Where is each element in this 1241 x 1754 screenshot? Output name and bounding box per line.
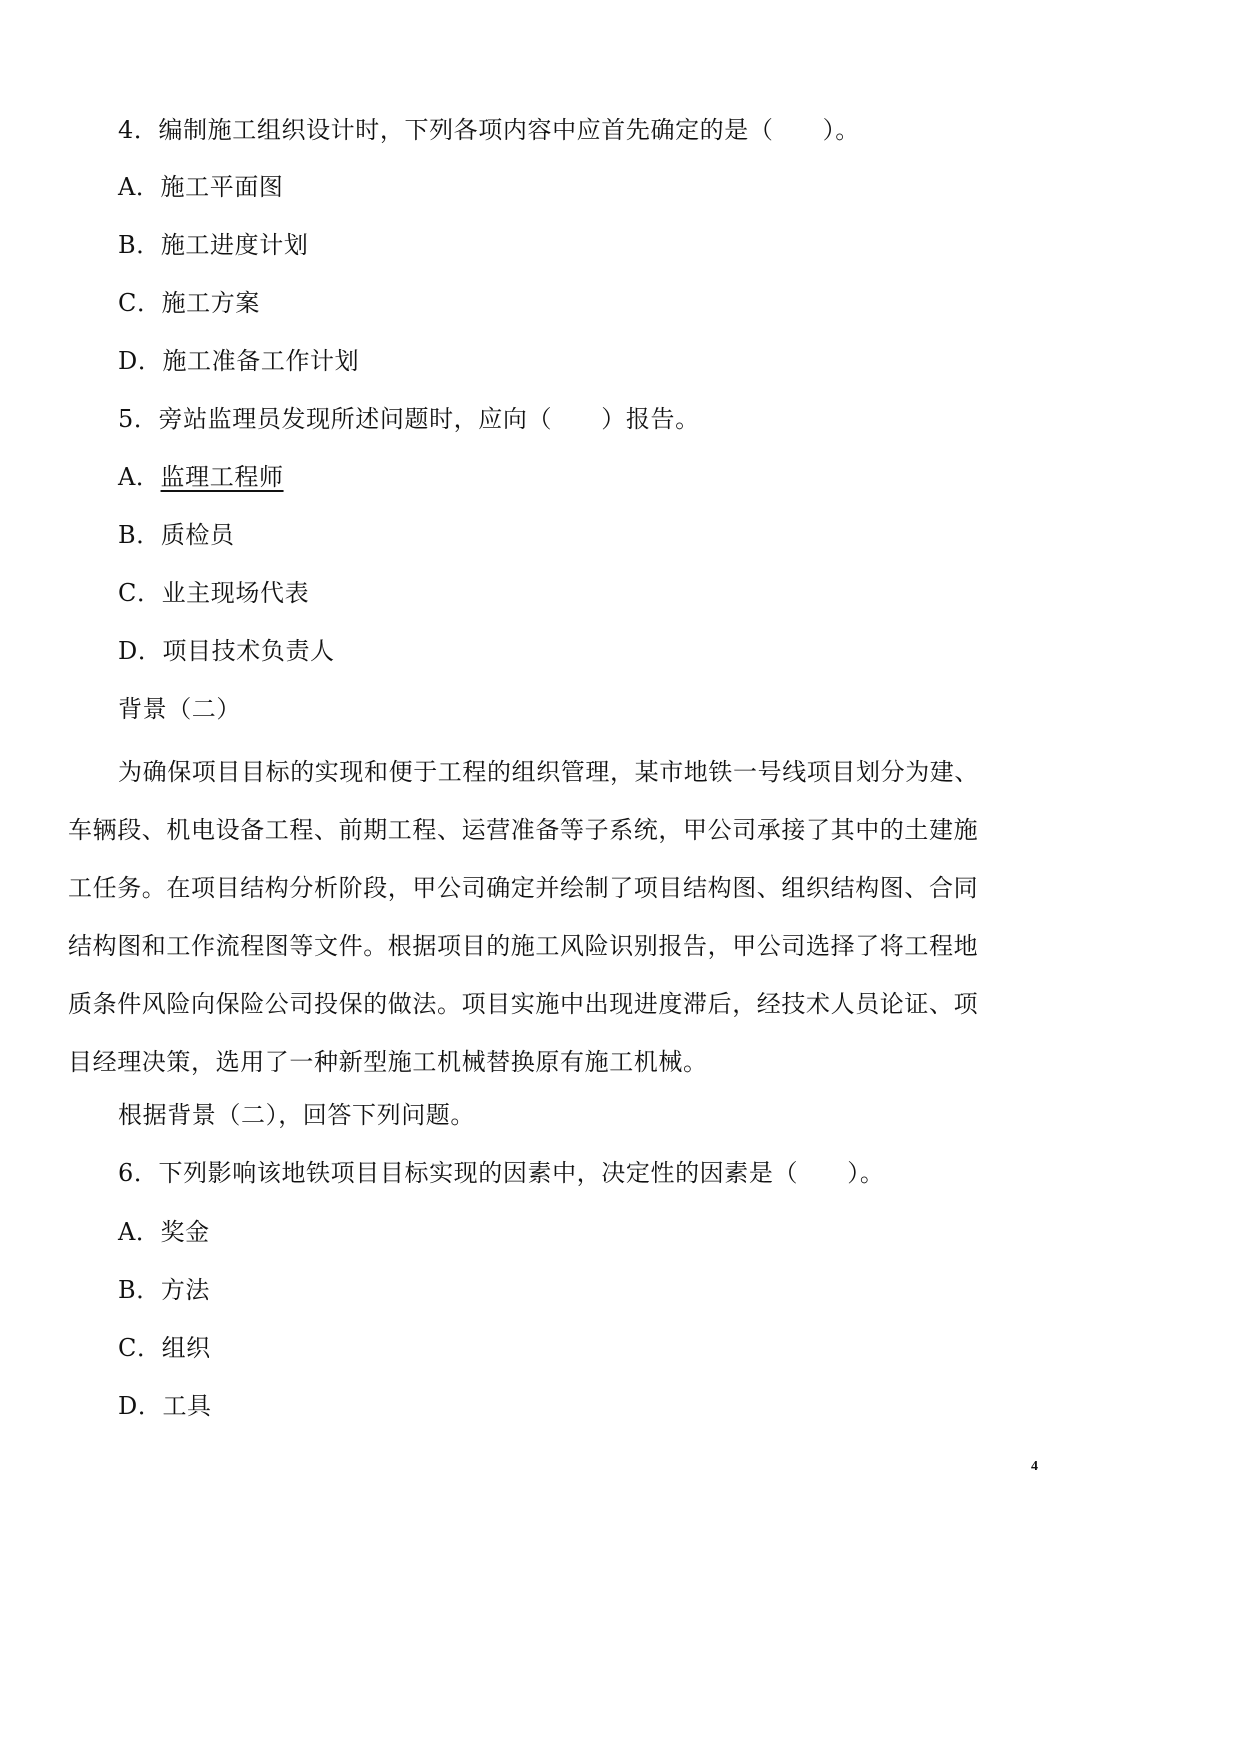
question-6-stem: 6．下列影响该地铁项目目标实现的因素中，决定性的因素是（ ）。 [118,1159,885,1187]
question-4-stem: 4．编制施工组织设计时，下列各项内容中应首先确定的是（ ）。 [118,116,860,144]
q5-option-c: C．业主现场代表 [118,579,310,607]
q6-option-b: B．方法 [118,1276,211,1304]
background-line-6: 目经理决策，选用了一种新型施工机械替换原有施工机械。 [68,1048,708,1076]
question-5-stem: 5．旁站监理员发现所述问题时，应向（ ）报告。 [118,405,700,433]
q4-option-d: D．施工准备工作计划 [118,347,360,375]
q6-option-c: C．组织 [118,1334,211,1362]
background-line-1: 为确保项目目标的实现和便于工程的组织管理，某市地铁一号线项目划分为建、 [118,758,979,786]
q5-option-a-prefix: A． [118,463,161,491]
background-line-5: 质条件风险向保险公司投保的做法。项目实施中出现进度滞后，经技术人员论证、项 [68,990,979,1018]
q6-option-d: D．工具 [118,1392,212,1420]
background-line-4: 结构图和工作流程图等文件。根据项目的施工风险识别报告，甲公司选择了将工程地 [68,932,979,960]
q4-option-a: A．施工平面图 [118,173,284,201]
q6-option-a: A．奖金 [118,1218,210,1246]
background-line-3: 工任务。在项目结构分析阶段，甲公司确定并绘制了项目结构图、组织结构图、合同 [68,874,979,902]
q5-option-b: B．质检员 [118,521,235,549]
background-instruction: 根据背景（二），回答下列问题。 [118,1101,475,1129]
q5-option-a [118,462,284,492]
q5-option-d: D．项目技术负责人 [118,637,335,665]
page-number: 4 [1031,1459,1038,1474]
q4-option-c: C．施工方案 [118,289,260,317]
background-line-2: 车辆段、机电设备工程、前期工程、运营准备等子系统，甲公司承接了其中的土建施 [68,816,979,844]
background-heading: 背景（二） [118,695,241,723]
q5-option-a-text: 监理工程师 [160,463,284,491]
q4-option-b: B．施工进度计划 [118,231,309,259]
